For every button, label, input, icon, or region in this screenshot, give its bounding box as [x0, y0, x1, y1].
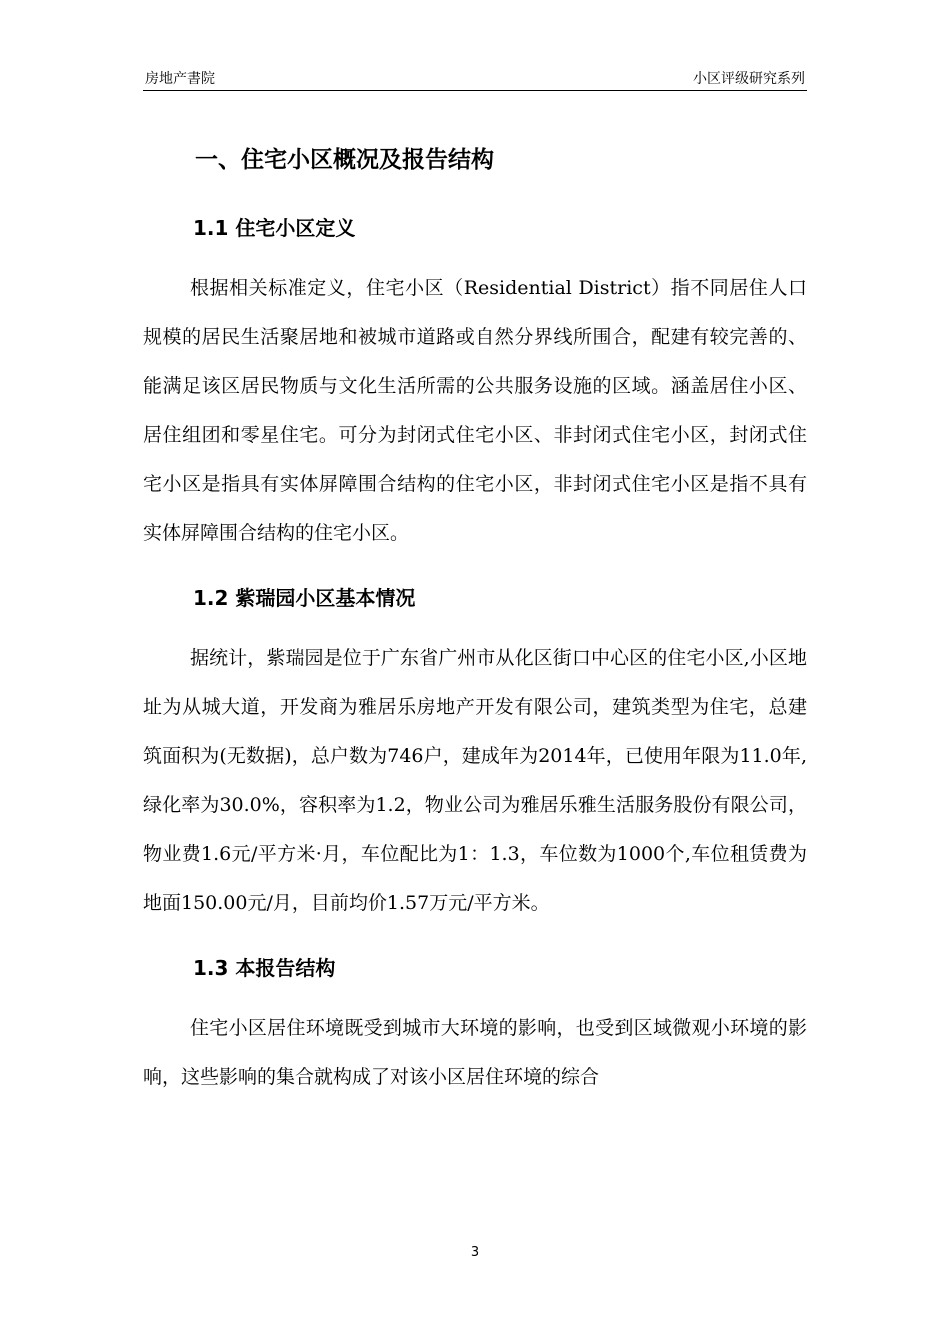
- paragraph-report-structure: 住宅小区居住环境既受到城市大环境的影响，也受到区域微观小环境的影响，这些影响的集合就构成了对该小区居住环境的综合: [143, 1017, 807, 1088]
- page-number: 3: [470, 1245, 480, 1260]
- header-publisher: 房地产書院: [145, 71, 215, 87]
- paragraph-definition: 根据相关标准定义，住宅小区（Residential District）指不同居住人口规模的居民生活聚居地和被城市道路或自然分界线所围合，配建有较完善的、能满足该区居民物质与文化生活所需的公共服务设施的区域。涵盖居住小区、居住组团和零星住宅。可分为封闭式住宅小区、非封闭式住宅小区，封闭式住宅小区是指具有实体屏障围合结构的住宅小区，非封闭式住宅小区是指不具有实体屏障围合结构的住宅小区。: [143, 277, 807, 544]
- subsection-title-1-2: 1.2 紫瑞园小区基本情况: [193, 586, 416, 610]
- page-header: [143, 60, 807, 91]
- paragraph-basic-info: 据统计，紫瑞园是位于广东省广州市从化区街口中心区的住宅小区,小区地址为从城大道，开发商为雅居乐房地产开发有限公司，建筑类型为住宅，总建筑面积为(无数据)，总户数为746户，建成年为2014年，已使用年限为11.0年,绿化率为30.0%，容积率为1.2，物业公司为雅居乐雅生活服务股份有限公司，物业费1.6元/平方米·月，车位配比为1：1.3，车位数为1000个,车位租赁费为地面150.00元/月，目前均价1.57万元/平方米。: [143, 647, 807, 914]
- header-series: 小区评级研究系列: [693, 71, 805, 87]
- subsection-title-1-1: 1.1 住宅小区定义: [193, 216, 356, 240]
- document-body: [143, 128, 807, 1102]
- subsection-title-1-3: 1.3 本报告结构: [193, 956, 336, 980]
- section-title: 一、住宅小区概况及报告结构: [195, 147, 494, 173]
